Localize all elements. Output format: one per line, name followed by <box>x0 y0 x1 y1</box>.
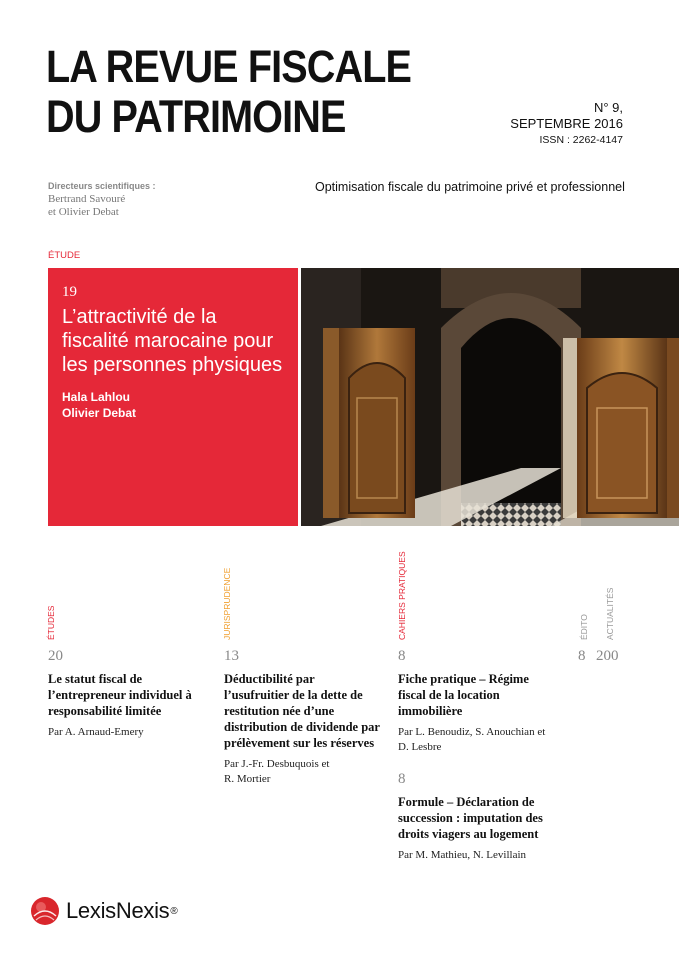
etudes-article-title: Le statut fiscal de l’entrepreneur individuel à responsabilité limitée <box>48 672 192 718</box>
etudes-column[interactable] <box>48 648 208 740</box>
feature-article-box[interactable] <box>48 268 298 526</box>
directors-label: Directeurs scientifiques : <box>48 181 156 191</box>
feature-authors <box>62 389 286 421</box>
cahiers-page-number-2: 8 <box>398 771 406 787</box>
issue-info <box>510 100 623 148</box>
lexisnexis-logo <box>30 896 178 926</box>
cahiers-article-title-1: Fiche pratique – Régime fiscal de la location immobilière <box>398 672 529 718</box>
issn: ISSN : 2262-4147 <box>539 134 623 146</box>
cahiers-byline-2: Par M. Mathieu, N. Levillain <box>398 849 527 861</box>
jurisprudence-page-number: 13 <box>224 648 239 664</box>
jurisprudence-article-title: Déductibilité par l’usufruitier de la dette de restitution née d’une distribution de dividende par prélèvement sur les réserves <box>224 672 380 750</box>
title-line-2: DU PATRIMOINE <box>46 91 346 142</box>
publisher-name: LexisNexis <box>66 898 170 923</box>
registered-mark: ® <box>170 905 178 917</box>
journal-title <box>46 42 411 142</box>
feature-section-label: ÉTUDE <box>48 250 81 261</box>
cover-photo-moroccan-doors <box>301 268 679 526</box>
issue-date: SEPTEMBRE 2016 <box>510 116 623 131</box>
cover-photo-illustration <box>301 268 679 526</box>
cahiers-vertical-label: CAHIERS PRATIQUES <box>397 551 407 640</box>
etudes-byline: Par A. Arnaud-Emery <box>48 726 144 738</box>
feature-title: L’attractivité de la fiscalité marocaine pour les personnes physiques <box>62 306 283 376</box>
cahiers-page-number-1: 8 <box>398 648 406 664</box>
issue-number: N° 9, <box>593 100 623 115</box>
director-name-1: Bertrand Savouré <box>48 193 126 205</box>
journal-subtitle: Optimisation fiscale du patrimoine privé et professionnel <box>315 180 625 194</box>
feature-author-2: Olivier Debat <box>62 406 137 420</box>
jurisprudence-column[interactable] <box>224 648 382 787</box>
scientific-directors <box>48 180 156 219</box>
actualites-page-number: 200 <box>596 648 619 664</box>
lexisnexis-globe-icon <box>30 896 60 926</box>
feature-author-1: Hala Lahlou <box>62 390 131 404</box>
feature-page-number: 19 <box>62 284 77 300</box>
title-line-1: LA REVUE FISCALE <box>46 41 412 92</box>
cahiers-byline-1: Par L. Benoudiz, S. Anouchian et D. Lesbre <box>398 726 546 753</box>
etudes-page-number: 20 <box>48 648 63 664</box>
jurisprudence-byline: Par J.-Fr. Desbuquois et R. Mortier <box>224 758 330 785</box>
director-name-2: et Olivier Debat <box>48 206 119 218</box>
edito-page-number: 8 <box>578 648 586 664</box>
cahiers-column[interactable] <box>398 648 553 863</box>
etudes-vertical-label: ÉTUDES <box>46 605 56 640</box>
jurisprudence-vertical-label: JURISPRUDENCE <box>222 567 232 640</box>
actualites-vertical-label: ACTUALITÉS <box>605 587 615 640</box>
edito-vertical-label: ÉDITO <box>579 614 589 640</box>
cahiers-article-title-2: Formule – Déclaration de succession : imputation des droits viagers au logement <box>398 795 543 841</box>
